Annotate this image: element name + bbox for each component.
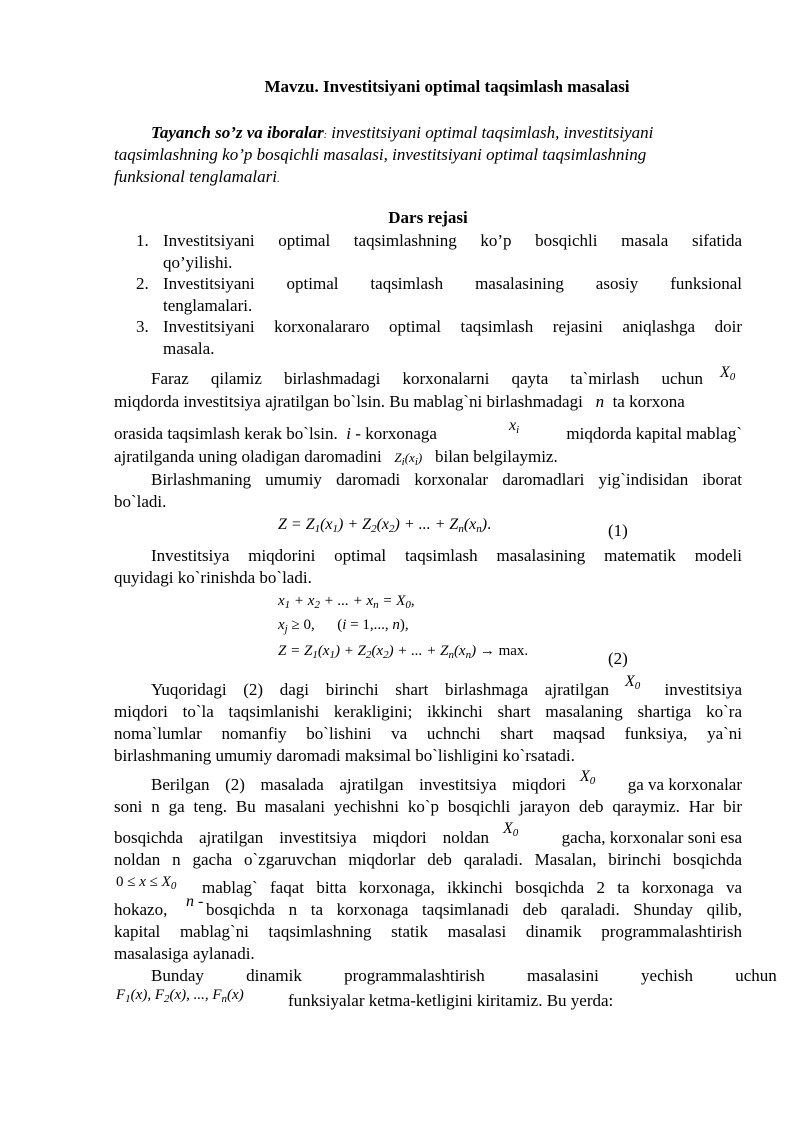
- keywords-label: Tayanch so’z va iboralar: [151, 123, 324, 142]
- plan-item-2-line-2: tenglamalari.: [163, 296, 253, 315]
- plan-item-1-num: 1.: [136, 231, 149, 250]
- formula-n: n: [595, 392, 605, 411]
- keywords-colon: :: [323, 130, 328, 141]
- para5-line-4: noldan n gacha o`zgaruvchan miqdorlar deb qaraladi. Masalan, birinchi bosqichda: [114, 850, 742, 869]
- para4-line-1-tail: investitsiya: [664, 680, 742, 699]
- formula-zi: $Z_i(x_i)$: [394, 450, 423, 468]
- equation-1-number: (1): [608, 521, 628, 540]
- formula-objective: $Z = Z_1(x_1) + Z_2(x_2)$ + ... + $Z_n(x_n) \to \max$.: [278, 643, 529, 661]
- para4-line-1: Yuqoridagi (2) dagi birinchi shart birlashmaga ajratilgan: [151, 680, 609, 699]
- para5-line-3-tail: gacha, korxonalar soni esa: [561, 828, 742, 847]
- keywords-text-3: funksional tenglamalari: [114, 167, 277, 186]
- plan-heading: Dars rejasi: [388, 208, 468, 227]
- formula-xi: $x_i$: [509, 417, 520, 436]
- formula-x-range: $0 \le x \le X_0$: [116, 874, 177, 892]
- formula-constraint-sum: $x_1 + x_2$ + ... + $x_n = X_0$,: [278, 593, 415, 611]
- formula-x0: $X_0$: [720, 364, 736, 383]
- keywords-text-1: investitsiyani optimal taqsimlash, investitsiyani: [327, 123, 654, 142]
- plan-item-3-line-1: Investitsiyani korxonalararo optimal taqsimlash rejasini aniqlashga doir: [163, 317, 742, 336]
- keywords-line-3: [114, 166, 742, 191]
- formula-i: i: [346, 424, 352, 443]
- para6-line-2: funksiyalar ketma-ketligini kiritamiz. Bu yerda:: [288, 991, 614, 1010]
- plan-item-3-num: 3.: [136, 317, 149, 336]
- keywords-line-2: taqsimlashning ko’p bosqichli masalasi, investitsiyani optimal taqsimlashning: [114, 145, 647, 164]
- plan-item-2-line-1: Investitsiyani optimal taqsimlash masalasining asosiy funksional: [163, 274, 742, 293]
- formula-equation-1: $Z = Z_1(x_1) + Z_2(x_2)$ + ... + $Z_n(x_n)$.: [278, 516, 492, 535]
- para5-line-5: mablag` faqat bitta korxonaga, ikkinchi bosqichda 2 ta korxonaga va: [202, 878, 742, 897]
- formula-x0-2: $X_0$: [625, 673, 641, 692]
- para5-line-7: kapital mablag`ni taqsimlashning statik masalasi dinamik programmalashtirish: [114, 922, 742, 941]
- formula-x0-4: $X_0$: [503, 820, 519, 839]
- para5-line-1: Berilgan (2) masalada ajratilgan investitsiya miqdori: [151, 775, 566, 794]
- para5-line-6: bosqichda n ta korxonaga taqsimlanadi deb qaraladi. Shunday qilib,: [206, 900, 742, 919]
- equation-2-number: (2): [608, 649, 628, 668]
- plan-item-1-line-1: Investitsiyani optimal taqsimlashning ko’p bosqichli masala sifatida: [163, 231, 742, 250]
- para5-line-3: bosqichda ajratilgan investitsiya miqdori noldan: [114, 828, 489, 847]
- para4-line-3: noma`lumlar nomanfiy bo`lishini va uchnchi shart maqsad funksiya, ya`ni: [114, 724, 742, 743]
- formula-f-sequence: $F_1(x)$, $F_2(x)$, ..., $F_n(x)$: [116, 987, 244, 1005]
- plan-item-1-line-2: qo’yilishi.: [163, 253, 233, 272]
- para3-line-2: quyidagi ko`rinishda bo`ladi.: [114, 568, 312, 587]
- para2-line-2: bo`ladi.: [114, 492, 167, 511]
- formula-n-2: n -: [186, 893, 204, 910]
- para1-line-3: orasida taqsimlash kerak bo`lsin. i - korxonaga: [114, 424, 437, 443]
- para5-line-6-head: hokazo,: [114, 900, 168, 919]
- keywords-period: .: [276, 174, 280, 185]
- para1-line-3-tail: miqdorda kapital mablag`: [566, 424, 742, 443]
- para1-line-1: Faraz qilamiz birlashmadagi korxonalarni qayta ta`mirlash uchun: [151, 369, 703, 388]
- para3-line-1: Investitsiya miqdorini optimal taqsimlash masalasining matematik modeli: [151, 546, 742, 565]
- plan-item-2-num: 2.: [136, 274, 149, 293]
- formula-x0-3: $X_0$: [580, 768, 596, 787]
- para4-line-4: birlashmaning umumiy daromadi maksimal bo`lishligini ko`rsatadi.: [114, 746, 575, 765]
- para5-line-2: soni n ga teng. Bu masalani yechishni ko`p bosqichli jarayon deb qaraymiz. Har bir: [114, 797, 742, 816]
- para4-line-2: miqdori to`la taqsimlanishi kerakligini; ikkinchi shart masalaning shartiga ko`ra: [114, 702, 742, 721]
- para2-line-1: Birlashmaning umumiy daromadi korxonalar daromadlari yig`indisidan iborat: [151, 470, 742, 489]
- para5-line-1-tail: ga va korxonalar: [627, 775, 742, 794]
- page-title: Mavzu. Investitsiyani optimal taqsimlash masalasi: [264, 77, 630, 96]
- para1-line-4: ajratilganda uning oladigan daromadini $Z_i(x_i)$ bilan belgilaymiz.: [114, 447, 558, 468]
- formula-constraint-nonneg: $x_j \ge 0$, (i = 1,..., n),: [278, 617, 409, 635]
- para1-line-2: miqdorda investitsiya ajratilgan bo`lsin. Bu mablag`ni birlashmadagi n ta korxona: [114, 392, 685, 411]
- para5-line-8: masalasiga aylanadi.: [114, 944, 255, 963]
- para6-line-1: Bunday dinamik programmalashtirish masalasini yechish uchun: [151, 966, 777, 985]
- plan-item-3-line-2: masala.: [163, 339, 215, 358]
